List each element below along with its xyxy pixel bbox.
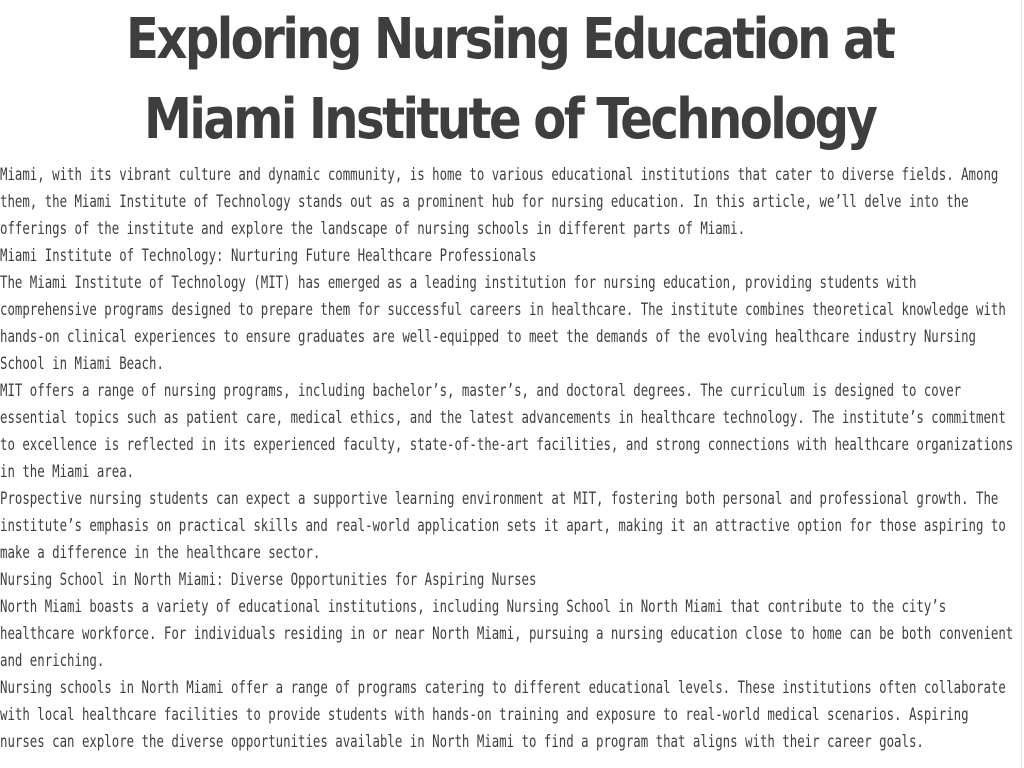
north-miami-paragraph-2: Nursing schools in North Miami offer a range of programs catering to different educational levels. These institutions often collaborate with local healthcare facilities to provide students with hands-on training and exposure to real-world medical scenarios. Aspiring nurses can explore the diverse opportunities available in North Miami to find a program that aligns with their career goals. (0, 678, 1006, 752)
mit-paragraph-3: Prospective nursing students can expect a supportive learning environment at MIT, fostering both personal and professional growth. The institute’s emphasis on practical skills and real-world application sets it apart, making it an attractive option for those aspiring to make a difference in the healthcare sector. (0, 489, 1006, 563)
mit-paragraph-1: The Miami Institute of Technology (MIT) has emerged as a leading institution for nursing education, providing students with comprehensive programs designed to prepare them for successful careers in healthcare. The institute combines theoretical knowledge with hands-on clinical experiences to ensure graduates are well-equipped to meet the demands of the evolving healthcare industry Nursing School in Miami Beach. (0, 273, 1006, 374)
article-body (0, 162, 1016, 756)
intro-paragraph: Miami, with its vibrant culture and dynamic community, is home to various educational institutions that cater to diverse fields. Among them, the Miami Institute of Technology stands out as a prominent hub for nursing education. In this article, we’ll delve into the offerings of the institute and explore the landscape of nursing schools in different parts of Miami. (0, 165, 999, 239)
mit-paragraph-2: MIT offers a range of nursing programs, including bachelor’s, master’s, and doctoral degrees. The curriculum is designed to cover essential topics such as patient care, medical ethics, and the latest advancements in healthcare technology. The institute’s commitment to excellence is reflected in its experienced faculty, state-of-the-art facilities, and strong connections with healthcare organizations in the Miami area. (0, 381, 1014, 482)
page-title: Exploring Nursing Education at Miami Institute of Technology (126, 7, 894, 152)
right-edge-divider (1021, 0, 1022, 768)
north-miami-paragraph-1: North Miami boasts a variety of educational institutions, including Nursing School in North Miami that contribute to the city’s healthcare workforce. For individuals residing in or near North Miami, pursuing a nursing education close to home can be both convenient and enriching. (0, 597, 1014, 671)
section-heading-north-miami: Nursing School in North Miami: Diverse Opportunities for Aspiring Nurses (0, 570, 537, 590)
section-heading-mit: Miami Institute of Technology: Nurturing Future Healthcare Professionals (0, 246, 537, 266)
